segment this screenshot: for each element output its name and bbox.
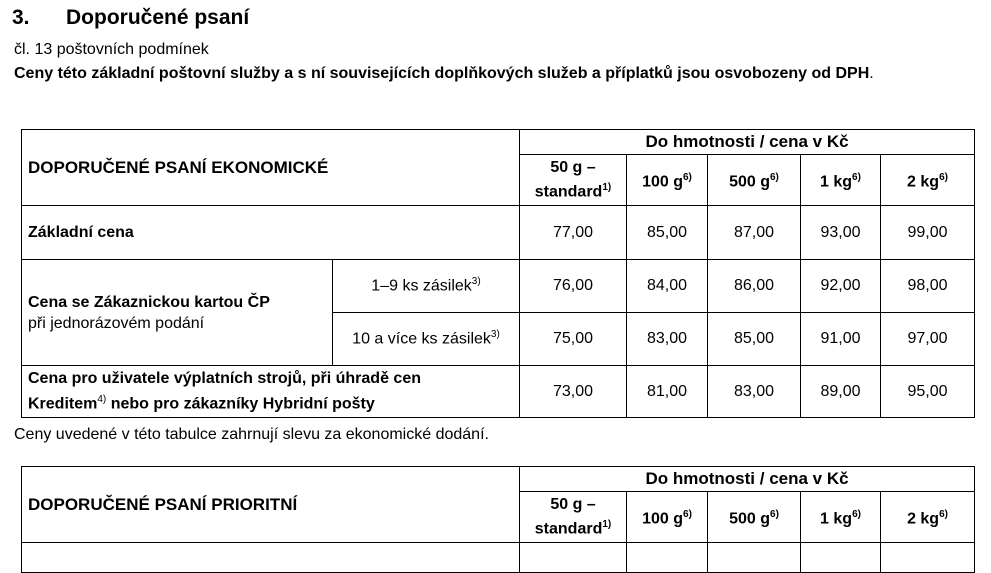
footnote-ref: 6) <box>770 508 779 520</box>
weight-label2: standard <box>534 520 603 538</box>
intro-text <box>14 65 964 83</box>
row-label-card-plain: při jednorázovém podání <box>28 314 205 332</box>
price-cell: 86,00 <box>708 260 801 313</box>
price-cell: 87,00 <box>708 206 801 260</box>
weight-col-500g <box>708 492 801 543</box>
section-subtitle: čl. 13 poštovních podmínek <box>14 41 209 58</box>
section-number: 3. <box>12 6 30 29</box>
footnote-ref: 1) <box>602 181 612 193</box>
weight-col-1kg <box>801 155 881 206</box>
footnote-ref: 1) <box>602 518 612 530</box>
price-cell: 85,00 <box>708 313 801 366</box>
footnote-ref: 3) <box>471 276 481 288</box>
table-economic <box>21 129 975 418</box>
weight-col-50g <box>520 155 627 206</box>
table-row <box>22 260 975 313</box>
weight-label: 2 kg <box>907 173 940 191</box>
weight-label: 100 g <box>642 510 684 528</box>
weight-col-100g <box>627 155 708 206</box>
price-cell: 76,00 <box>520 260 627 313</box>
table-row <box>22 366 975 418</box>
footnote-ref: 6) <box>939 508 948 520</box>
weight-label: 2 kg <box>907 510 940 528</box>
weight-header: Do hmotnosti / cena v Kč <box>520 130 975 155</box>
table-note: Ceny uvedené v této tabulce zahrnují slevu za ekonomické dodání. <box>14 426 489 443</box>
weight-label: 1 kg <box>820 510 853 528</box>
weight-label: 50 g – <box>550 495 596 513</box>
price-cell: 85,00 <box>627 206 708 260</box>
footnote-ref: 6) <box>852 508 861 520</box>
price-cell: 77,00 <box>520 206 627 260</box>
weight-col-1kg <box>801 492 881 543</box>
price-cell: 83,00 <box>708 366 801 418</box>
intro-end: . <box>869 65 874 82</box>
footnote-ref: 6) <box>683 508 692 520</box>
price-cell: 84,00 <box>627 260 708 313</box>
footnote-ref: 6) <box>770 171 779 183</box>
weight-header: Do hmotnosti / cena v Kč <box>520 467 975 492</box>
price-cell: 91,00 <box>801 313 881 366</box>
weight-label: 50 g – <box>550 158 596 176</box>
price-cell: 75,00 <box>520 313 627 366</box>
price-cell: 83,00 <box>627 313 708 366</box>
weight-label: 500 g <box>729 510 771 528</box>
sub-label-1-9: 1–9 ks zásilek$^{3)}$ <box>333 260 520 313</box>
section-heading <box>12 6 249 30</box>
row-label-machine: Cena pro uživatele výplatních strojů, při úhradě cen Kreditem$^{4)}$ nebo pro zákazníky Hybridní pošty <box>22 366 520 418</box>
weight-col-2kg <box>881 155 975 206</box>
table-priority <box>21 466 975 573</box>
table-title: DOPORUČENÉ PSANÍ EKONOMICKÉ <box>22 130 520 206</box>
weight-col-2kg <box>881 492 975 543</box>
price-cell: 81,00 <box>627 366 708 418</box>
weight-label: 500 g <box>729 173 770 191</box>
price-cell: 92,00 <box>801 260 881 313</box>
price-cell: 95,00 <box>881 366 975 418</box>
section-title: Doporučené psaní <box>66 6 250 29</box>
price-cell: 97,00 <box>881 313 975 366</box>
row-label-base: Základní cena <box>22 206 520 260</box>
footnote-ref: 6) <box>939 171 948 183</box>
row-label-card: Cena se Zákaznickou kartou ČP při jednorázovém podání <box>22 260 333 366</box>
price-cell: 73,00 <box>520 366 627 418</box>
footnote-ref: 6) <box>852 171 861 183</box>
weight-label2: standard <box>534 183 603 201</box>
footnote-ref: 3) <box>490 329 500 341</box>
price-cell: 99,00 <box>881 206 975 260</box>
price-cell: 89,00 <box>801 366 881 418</box>
footnote-ref: 6) <box>683 171 692 183</box>
sub-label-10-plus: 10 a více ks zásilek$^{3)}$ <box>333 313 520 366</box>
price-cell: 93,00 <box>801 206 881 260</box>
table-title: DOPORUČENÉ PSANÍ PRIORITNÍ <box>22 467 520 543</box>
weight-col-500g <box>708 155 801 206</box>
footnote-ref: 4) <box>97 394 107 406</box>
price-cell: 98,00 <box>881 260 975 313</box>
weight-col-50g <box>520 492 627 543</box>
weight-label: 100 g <box>642 173 683 191</box>
weight-label: 1 kg <box>820 173 853 191</box>
intro-bold: Ceny této základní poštovní služby a s ní souvisejících doplňkových služeb a příplatků jsou osvobozeny od DPH <box>14 65 870 82</box>
weight-col-100g <box>627 492 708 543</box>
table-row <box>22 206 975 260</box>
